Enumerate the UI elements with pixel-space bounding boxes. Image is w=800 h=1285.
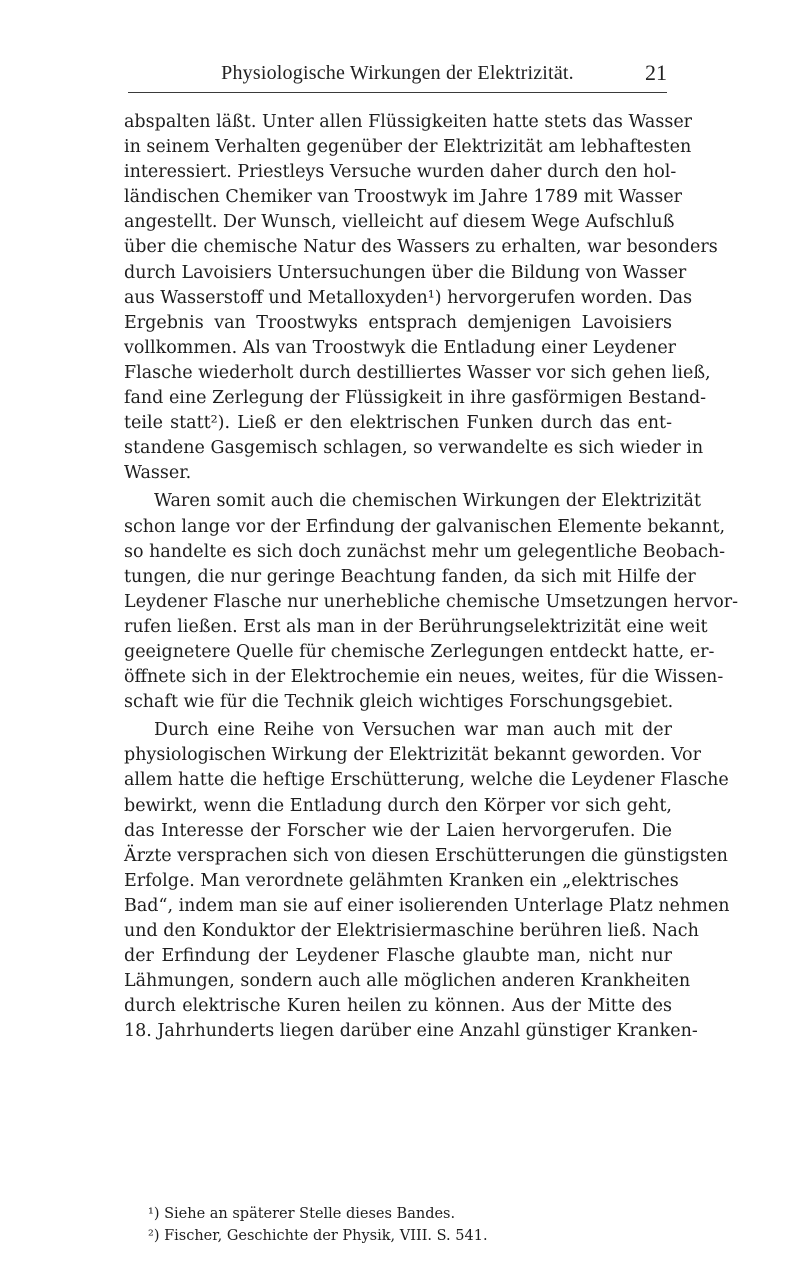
text-line: durch elektrische Kuren heilen zu können. Aus der Mitte des	[124, 996, 672, 1017]
text-line: Erfolge. Man verordnete gelähmten Kranken ein „elektrisches	[124, 870, 679, 891]
text-line: abspalten läßt. Unter allen Flüssigkeiten hatte stets das Wasser	[124, 112, 693, 132]
text-line: Lähmungen, sondern auch alle möglichen anderen Krankheiten	[124, 971, 691, 992]
page-number: 21	[645, 60, 667, 85]
text-line: Durch eine Reihe von Versuchen war man auch mit der	[154, 720, 672, 741]
text-line: fand eine Zerlegung der Flüssigkeit in ihre gasförmigen Bestand-	[124, 388, 707, 409]
paragraph-1	[124, 110, 718, 486]
text-line: ländischen Chemiker van Troostwyk im Jahre 1789 mit Wasser	[124, 187, 682, 208]
text-line: schaft wie für die Technik gleich wichtiges Forschungsgebiet.	[124, 692, 674, 713]
text-line: so handelte es sich doch zunächst mehr um gelegentliche Beobach-	[124, 541, 725, 562]
footnote-1: ¹) Siehe an späterer Stelle dieses Bandes.	[148, 1206, 456, 1222]
text-line: geeignetere Quelle für chemische Zerlegungen entdeckt hatte, er-	[124, 641, 715, 662]
footnote-2: ²) Fischer, Geschichte der Physik, VIII. S. 541.	[148, 1228, 488, 1244]
text-line: vollkommen. Als van Troostwyk die Entladung einer Leydener	[124, 337, 677, 358]
text-line: Bad“, indem man sie auf einer isolierenden Unterlage Platz nehmen	[124, 895, 730, 916]
text-line: physiologischen Wirkung der Elektrizität bekannt geworden. Vor	[124, 745, 701, 766]
text-line: in seinem Verhalten gegenüber der Elektrizität am lebhaftesten	[124, 137, 692, 158]
text-line: allem hatte die heftige Erschütterung, welche die Leydener Flasche	[124, 770, 729, 791]
body-text	[124, 110, 739, 1047]
text-line: öffnete sich in der Elektrochemie ein neues, weites, für die Wissen-	[124, 667, 724, 688]
running-header	[128, 60, 667, 93]
text-line: teile statt²). Ließ er den elektrischen Funken durch das ent-	[124, 413, 672, 434]
text-line: Flasche wiederholt durch destilliertes Wasser vor sich gehen ließ,	[124, 362, 711, 383]
text-line: und den Konduktor der Elektrisiermaschine berühren ließ. Nach	[124, 921, 699, 941]
text-line: rufen ließen. Erst als man in der Berührungselektrizität eine weit	[124, 616, 708, 637]
text-line: Waren somit auch die chemischen Wirkungen der Elektrizität	[154, 491, 701, 512]
text-line: das Interesse der Forscher wie der Laien hervorgerufen. Die	[124, 820, 672, 841]
text-line: Leydener Flasche nur unerhebliche chemische Umsetzungen hervor-	[124, 591, 739, 612]
text-line: aus Wasserstoff und Metalloxyden¹) hervorgerufen worden. Das	[124, 287, 693, 308]
text-line: der Erfindung der Leydener Flasche glaubte man, nicht nur	[124, 946, 672, 967]
text-line: standene Gasgemisch schlagen, so verwandelte es sich wieder in	[124, 438, 704, 459]
text-line: Ärzte versprachen sich von diesen Erschütterungen die günstigsten	[124, 845, 728, 866]
text-line: interessiert. Priestleys Versuche wurden daher durch den hol-	[124, 162, 677, 183]
text-line: Ergebnis van Troostwyks entsprach demjenigen Lavoisiers	[124, 312, 672, 333]
paragraph-3	[124, 718, 730, 1044]
footnotes	[148, 1203, 668, 1247]
text-line: durch Lavoisiers Untersuchungen über die Bildung von Wasser	[124, 262, 687, 283]
text-line: schon lange vor der Erfindung der galvanischen Elemente bekannt,	[124, 516, 726, 537]
text-line: Wasser.	[124, 463, 192, 484]
text-line: über die chemische Natur des Wassers zu erhalten, war besonders	[124, 237, 718, 258]
running-title: Physiologische Wirkungen der Elektrizität.	[221, 62, 574, 84]
text-line: angestellt. Der Wunsch, vielleicht auf diesem Wege Aufschluß	[124, 212, 675, 233]
paragraph-2	[124, 489, 739, 715]
text-line: tungen, die nur geringe Beachtung fanden, da sich mit Hilfe der	[124, 566, 696, 587]
text-line: 18. Jahrhunderts liegen darüber eine Anzahl günstiger Kranken-	[124, 1021, 698, 1042]
text-line: bewirkt, wenn die Entladung durch den Körper vor sich geht,	[124, 795, 672, 816]
